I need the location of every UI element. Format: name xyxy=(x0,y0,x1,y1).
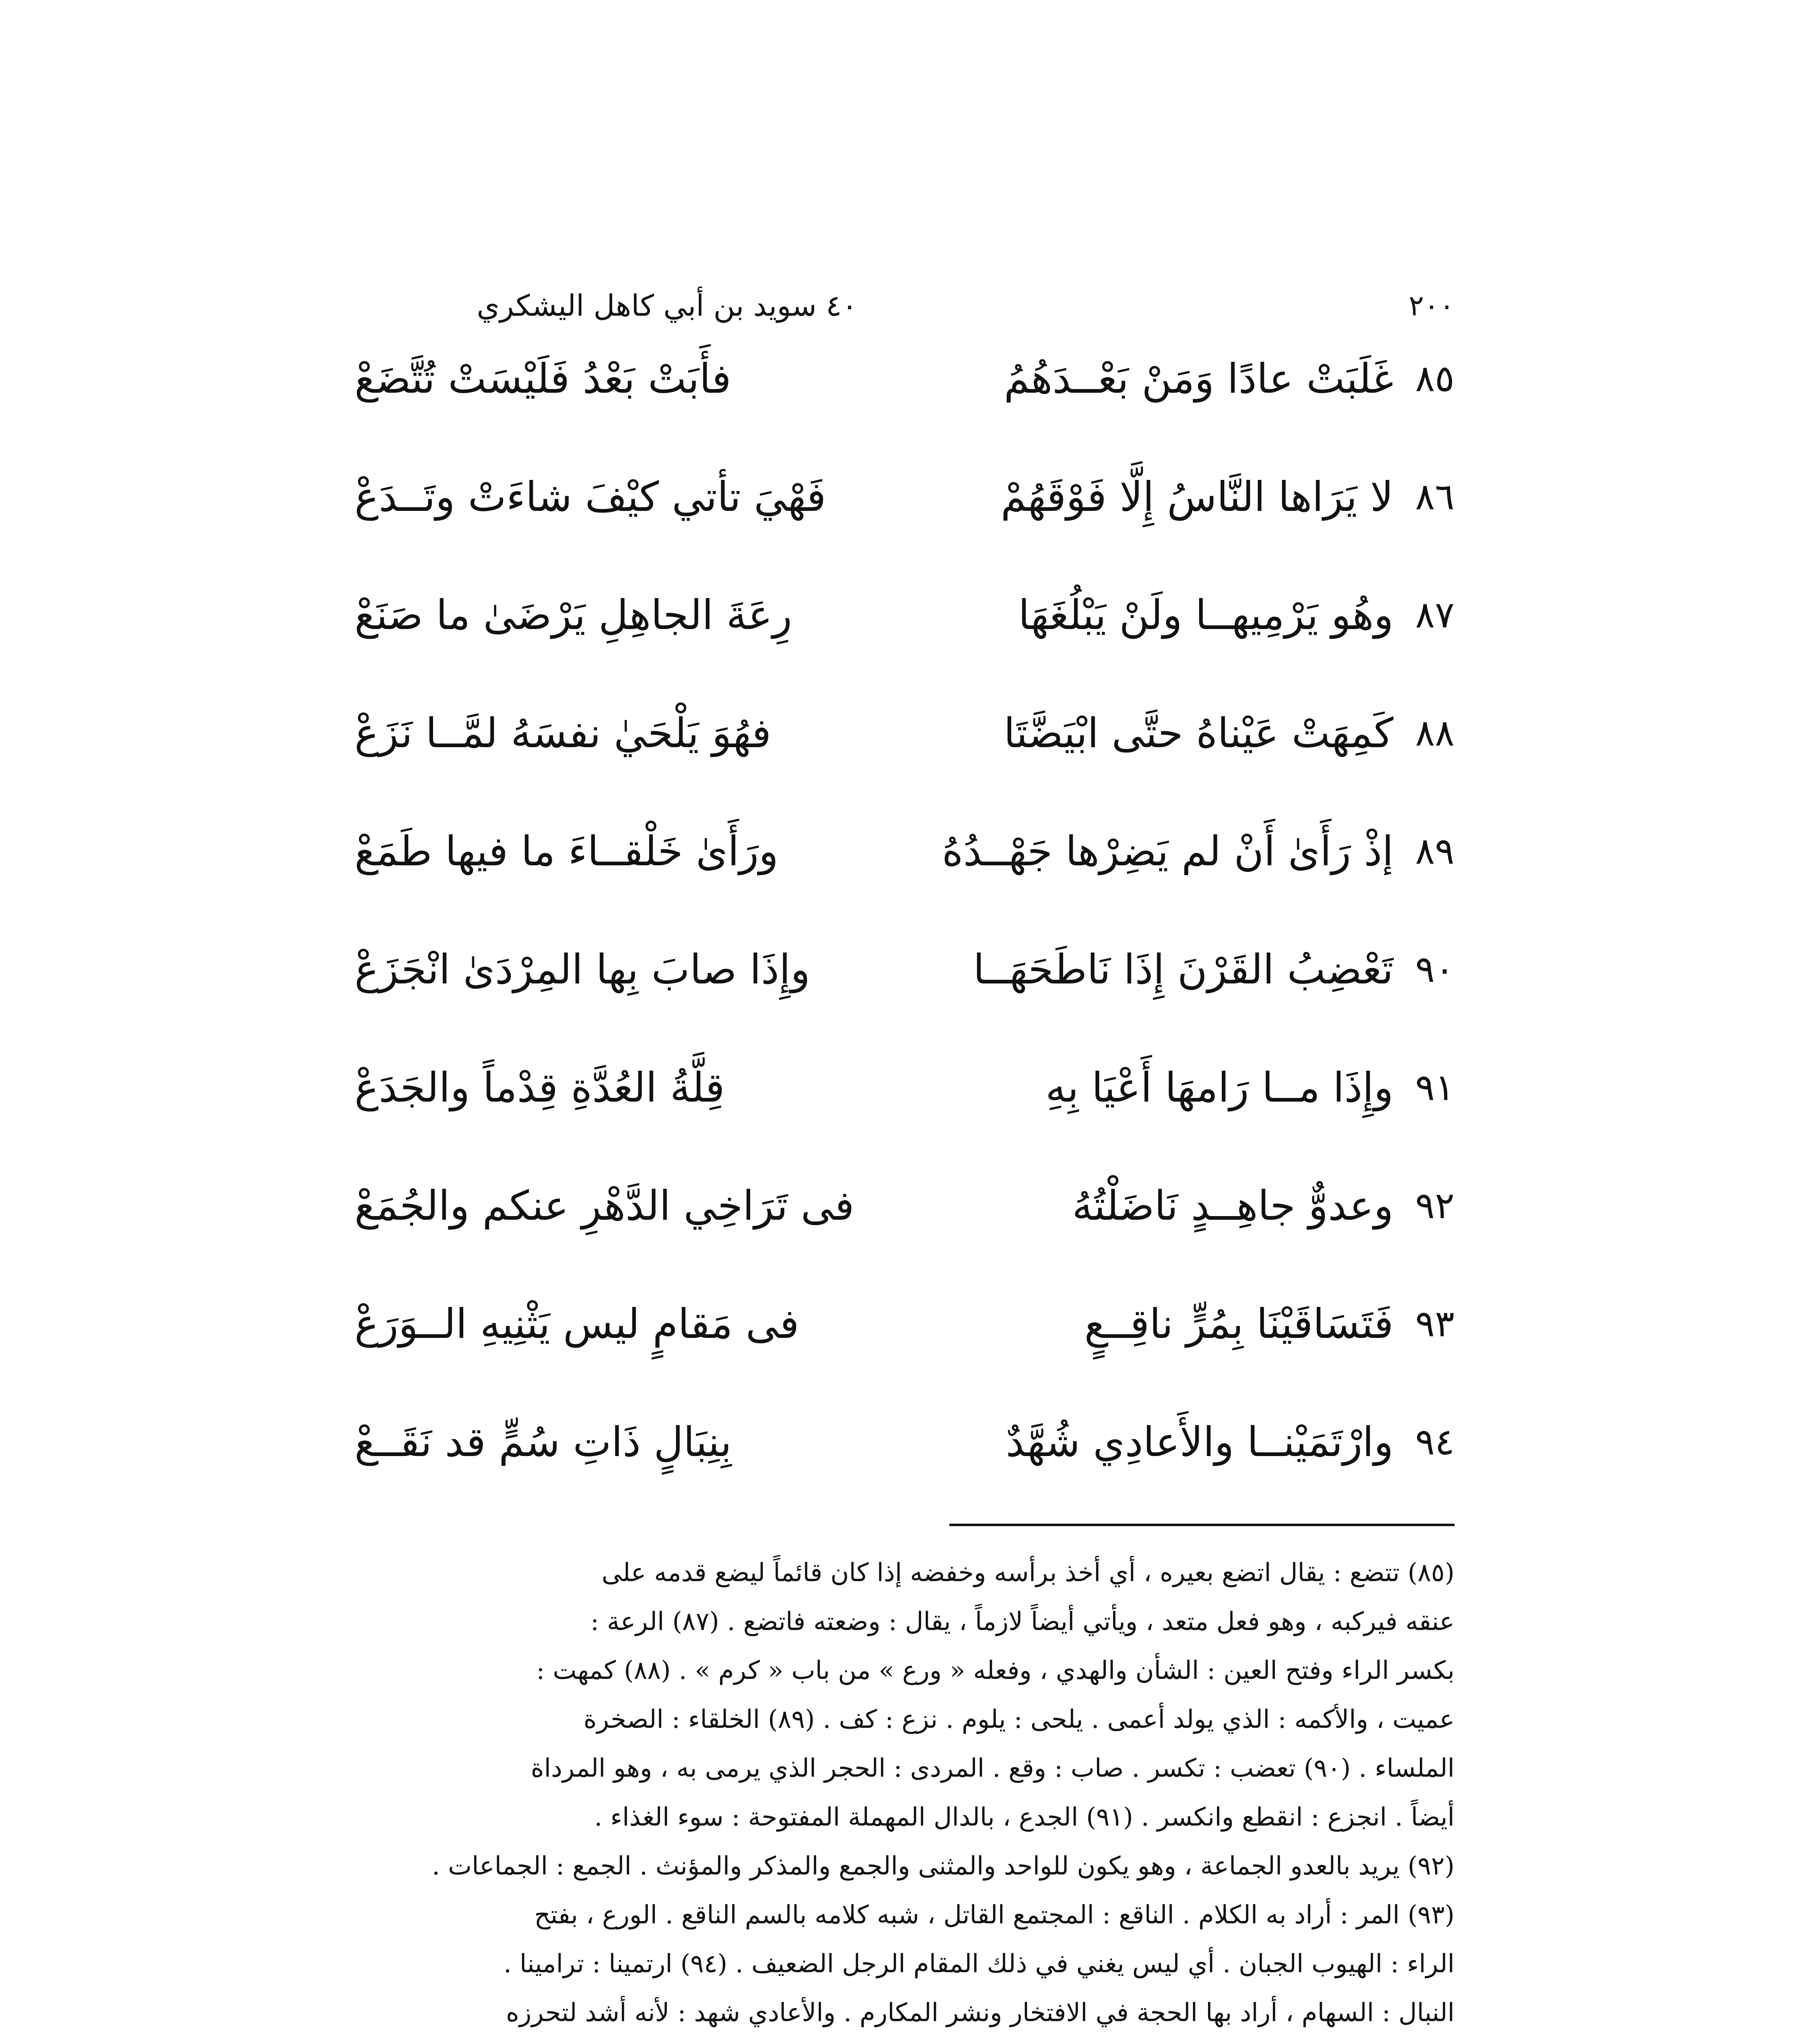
verse-85 xyxy=(354,326,1455,444)
running-title: ٤٠ سويد بن أبي كاهل اليشكري xyxy=(477,288,858,323)
verse-87 xyxy=(354,562,1455,680)
footnote-line: عميت ، والأكمه : الذي يولد أعمى . يلحى : يلوم . نزع : كف . (٨٩) الخلقاء : الصخرة xyxy=(583,1704,1455,1734)
verse-number: ٩٣ xyxy=(1415,1302,1455,1345)
footnote-line: الراء : الهيوب الجبان . أي ليس يغني في ذلك المقام الرجل الضعيف . (٩٤) ارتمينا : ترامينا . xyxy=(503,1949,1455,1978)
footnote-line: (٨٥) تتضع : يقال اتضع بعيره ، أي أخذ برأسه وخفضه إذا كان قائماً ليضع قدمه على xyxy=(601,1557,1455,1587)
first-hemistich: إذْ رَأَىٰ أَنْ لم يَضِرْها جَهْــدُهُ xyxy=(942,827,1393,875)
verse-91 xyxy=(354,1035,1455,1153)
footnote-line: الملساء . (٩٠) تعضب : تكسر . صاب : وقع . المردى : الحجر الذي يرمى به ، وهو المرداة xyxy=(530,1753,1455,1783)
second-hemistich: فى تَرَاخِي الدَّهْرِ عنكم والجُمَعْ xyxy=(354,1182,854,1230)
verse-92 xyxy=(354,1153,1455,1271)
footnote-line: (٩٣) المر : أراد به الكلام . الناقع : المجتمع القاتل ، شبه كلامه بالسم الناقع . الورع ، بفتح xyxy=(534,1900,1455,1929)
verse-86 xyxy=(354,444,1455,562)
verse-number: ٩٤ xyxy=(1415,1421,1455,1463)
verse-88 xyxy=(354,680,1455,799)
verse-number: ٨٧ xyxy=(1415,594,1455,636)
footnote-separator-rule xyxy=(949,1524,1455,1526)
first-hemistich: كَمِهَتْ عَيْناهُ حتَّى ابْيَضَّتَا xyxy=(1004,709,1393,757)
footnote-line: بكسر الراء وفتح العين : الشأن والهدي ، وفعله « ورع » من باب « كرم » . (٨٨) كمهت : xyxy=(536,1655,1455,1685)
second-hemistich: قِلَّةُ العُدَّةِ قِدْماً والجَدَعْ xyxy=(354,1064,725,1111)
running-header xyxy=(354,281,1455,330)
footnote-line: النبال : السهام ، أراد بها الحجة في الافتخار ونشر المكارم . والأعادي شهد : لأنه أشد لتحرزه xyxy=(506,1997,1455,2027)
footnote-line: عنقه فيركبه ، وهو فعل متعد ، ويأتي أيضاً لازماً ، يقال : وضعته فاتضع . (٨٧) الرعة : xyxy=(590,1606,1455,1636)
verse-number: ٨٥ xyxy=(1415,357,1455,400)
verse-number: ٩٢ xyxy=(1415,1184,1455,1227)
second-hemistich: فأَبَتْ بَعْدُ فَلَيْسَتْ تُتَّضَعْ xyxy=(354,355,731,403)
second-hemistich: ورَأَىٰ خَلْقــاءَ ما فيها طَمَعْ xyxy=(354,827,779,875)
first-hemistich: غَلَبَتْ عادًا وَمَنْ بَعْــدَهُمُ xyxy=(1004,355,1393,403)
footnote-line: (٩٢) يريد بالعدو الجماعة ، وهو يكون للواحد والمثنى والجمع والمذكر والمؤنث . الجمع : الجماعات . xyxy=(432,1851,1455,1881)
verse-94 xyxy=(354,1389,1455,1507)
second-hemistich: فَهْيَ تأتي كيْفَ شاءَتْ وتَــدَعْ xyxy=(354,473,826,521)
verse-number: ٨٩ xyxy=(1415,830,1455,873)
poem-verses xyxy=(354,326,1455,1507)
first-hemistich: لا يَرَاها النَّاسُ إِلَّا فَوْقَهُمْ xyxy=(1001,473,1393,521)
verse-93 xyxy=(354,1271,1455,1389)
verse-number: ٩٠ xyxy=(1415,948,1455,991)
verse-number: ٩١ xyxy=(1415,1066,1455,1109)
verse-number: ٨٨ xyxy=(1415,712,1455,755)
first-hemistich: فَتَسَاقَيْنَا بِمُرٍّ ناقِــعٍ xyxy=(1084,1300,1393,1348)
first-hemistich: وعدوٌّ جاهِــدٍ نَاضَلْتُهُ xyxy=(1072,1182,1393,1230)
first-hemistich: وإِذَا مــا رَامهَا أَعْيَا بِهِ xyxy=(1045,1064,1393,1111)
second-hemistich: وإِذَا صابَ بِها المِرْدَىٰ انْجَزَعْ xyxy=(354,946,810,993)
first-hemistich: تَعْضِبُ القَرْنَ إِذَا نَاطَحَهَــا xyxy=(973,946,1393,993)
verse-90 xyxy=(354,917,1455,1035)
second-hemistich: فهُوَ يَلْحَيٰ نفسَهُ لمَّــا نَزَعْ xyxy=(354,709,771,757)
first-hemistich: وارْتَمَيْنــا والأَعادِي شُهَّدٌ xyxy=(1006,1418,1393,1466)
page-number: ٢٠٠ xyxy=(1408,289,1455,322)
second-hemistich: رِعَةَ الجاهِلِ يَرْضَىٰ ما صَنَعْ xyxy=(354,591,792,639)
second-hemistich: بِنِبَالٍ ذَاتِ سُمٍّ قد نَقَــعْ xyxy=(354,1418,732,1466)
footnote-line: أيضاً . انجزع : انقطع وانكسر . (٩١) الجدع ، بالدال المهملة المفتوحة : سوء الغذاء . xyxy=(594,1802,1455,1832)
verse-number: ٨٦ xyxy=(1415,475,1455,518)
second-hemistich: فى مَقامٍ ليس يَثْنِيهِ الــوَرَعْ xyxy=(354,1300,799,1348)
footnotes xyxy=(354,1548,1455,2037)
verse-89 xyxy=(354,799,1455,917)
first-hemistich: وهُو يَرْمِيهــا ولَنْ يَبْلُغَهَا xyxy=(1018,591,1393,639)
